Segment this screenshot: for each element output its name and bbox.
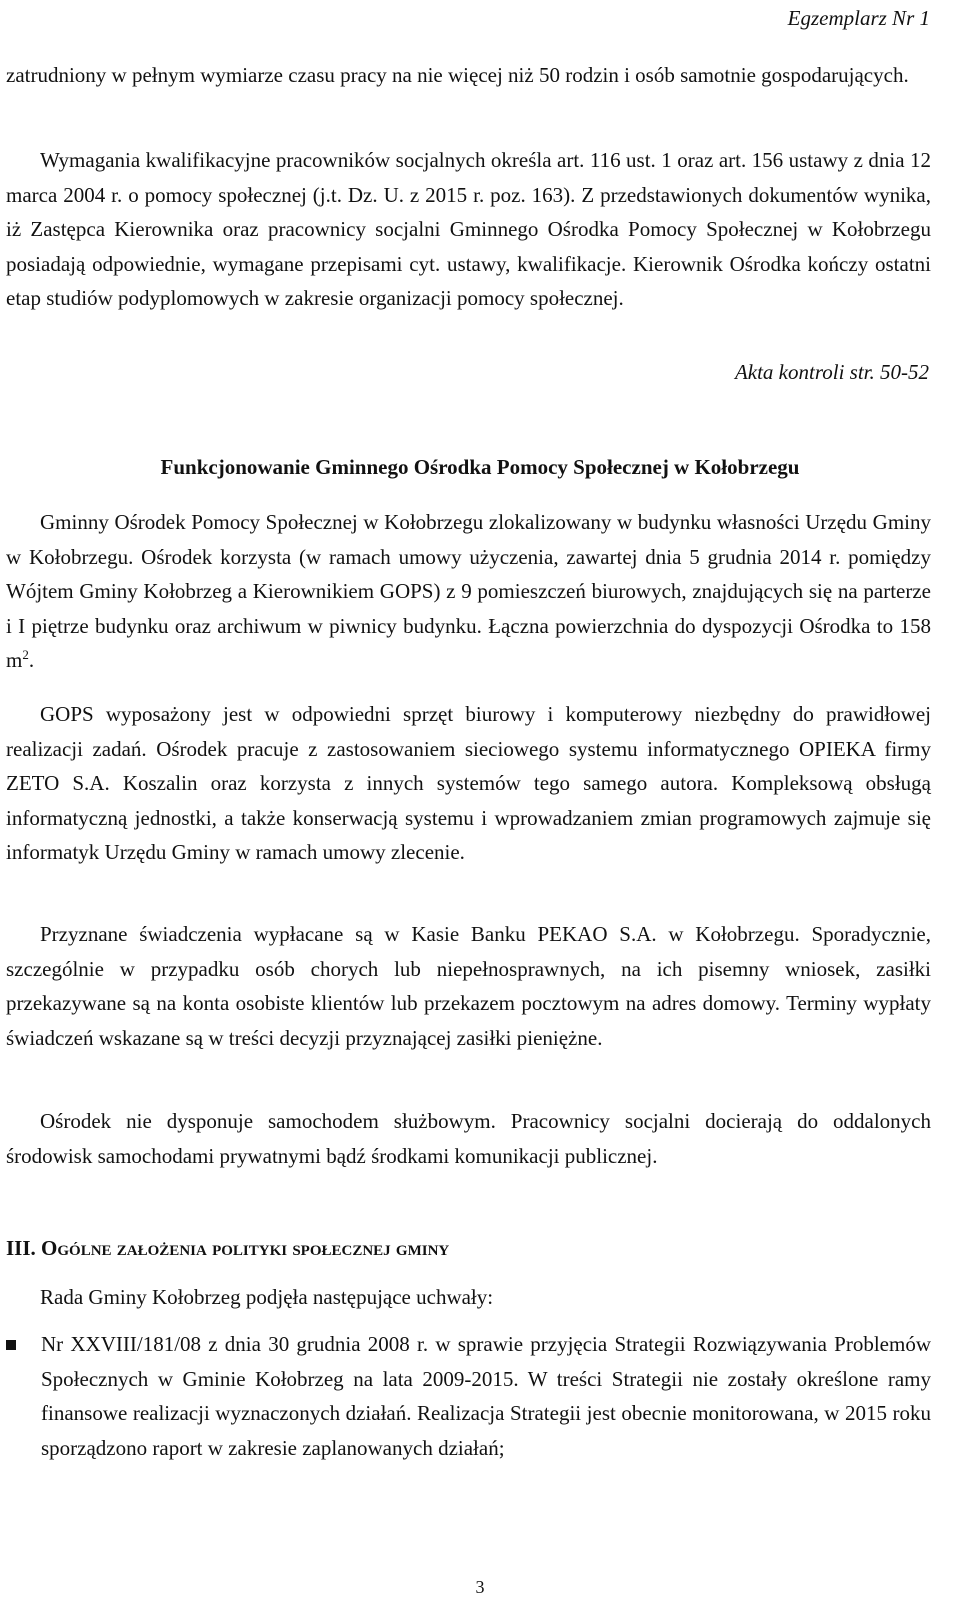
paragraph-location <box>6 505 931 678</box>
section-title: Ogólne założenia polityki społecznej gminy <box>41 1236 450 1260</box>
section-intro: Rada Gminy Kołobrzeg podjęła następujące uchwały: <box>40 1285 494 1309</box>
square-bullet-icon <box>6 1340 16 1350</box>
paragraph-location-text: Gminny Ośrodek Pomocy Społecznej w Kołobrzegu zlokalizowany w budynku własności Urzędu Gminy w Kołobrzegu. Ośrodek korzysta (w ramach umowy użyczenia, zawartej dnia 5 grudnia 2014 r. pomiędzy Wójtem Gminy Kołobrzeg a Kierownikiem GOPS) z 9 pomieszczeń biurowych, znajdujących się na parterze i I piętrze budynku oraz archiwum w piwnicy budynku. Łączna powierzchnia do dyspozycji Ośrodka to 158 m <box>6 510 931 672</box>
page-number: 3 <box>475 1577 485 1597</box>
paragraph-transport: Ośrodek nie dysponuje samochodem służbowym. Pracownicy socjalni docierają do oddalonych środowisk samochodami prywatnymi bądź środkami komunikacji publicznej. <box>6 1109 931 1168</box>
section-number: III. <box>6 1236 36 1260</box>
copy-number-label: Egzemplarz Nr 1 <box>787 6 930 30</box>
list-item-text: Nr XXVIII/181/08 z dnia 30 grudnia 2008 r. w sprawie przyjęcia Strategii Rozwiązywania Problemów Społecznych w Gminie Kołobrzeg na lata 2009-2015. W treści Strategii nie zostały określone ramy finansowe realizacji wyznaczonych działań. Realizacja Strategii jest obecnie monitorowana, w 2015 roku sporządzono raport w zakresie zaplanowanych działań; <box>41 1332 931 1460</box>
section-heading-iii <box>6 1236 449 1261</box>
section-heading-gops: Funkcjonowanie Gminnego Ośrodka Pomocy Społecznej w Kołobrzegu <box>160 455 800 479</box>
paragraph-employment: zatrudniony w pełnym wymiarze czasu pracy na nie więcej niż 50 rodzin i osób samotnie gospodarujących. <box>6 63 909 87</box>
paragraph-location-end: . <box>28 648 35 672</box>
superscript: 2 <box>22 647 29 662</box>
reference-note: Akta kontroli str. 50-52 <box>734 360 929 384</box>
paragraph-equipment: GOPS wyposażony jest w odpowiedni sprzęt biurowy i komputerowy niezbędny do prawidłowej realizacji zadań. Ośrodek pracuje z zastosowaniem sieciowego systemu informatycznego OPIEKA firmy ZETO S.A. Koszalin oraz korzysta z innych systemów tego samego autora. Kompleksową obsługą informatyczną jednostki, a także konserwacją systemu i wprowadzaniem zmian programowych zajmuje się informatyk Urzędu Gminy w ramach umowy zlecenie. <box>6 702 931 864</box>
paragraph-qualifications: Wymagania kwalifikacyjne pracowników socjalnych określa art. 116 ust. 1 oraz art. 156 ustawy z dnia 12 marca 2004 r. o pomocy społecznej (j.t. Dz. U. z 2015 r. poz. 163). Z przedstawionych dokumentów wynika, iż Zastępca Kierownika oraz pracownicy socjalni Gminnego Ośrodka Pomocy Społecznej w Kołobrzegu posiadają odpowiednie, wymagane przepisami cyt. ustawy, kwalifikacje. Kierownik Ośrodka kończy ostatni etap studiów podyplomowych w zakresie organizacji pomocy społecznej. <box>6 148 931 310</box>
paragraph-payments: Przyznane świadczenia wypłacane są w Kasie Banku PEKAO S.A. w Kołobrzegu. Sporadycznie, szczególnie w przypadku osób chorych lub niepełnosprawnych, na ich pisemny wniosek, zasiłki przekazywane są na konta osobiste klientów lub przekazem pocztowym na adres domowy. Terminy wypłaty świadczeń wskazane są w treści decyzji przyznającej zasiłki pieniężne. <box>6 922 931 1050</box>
